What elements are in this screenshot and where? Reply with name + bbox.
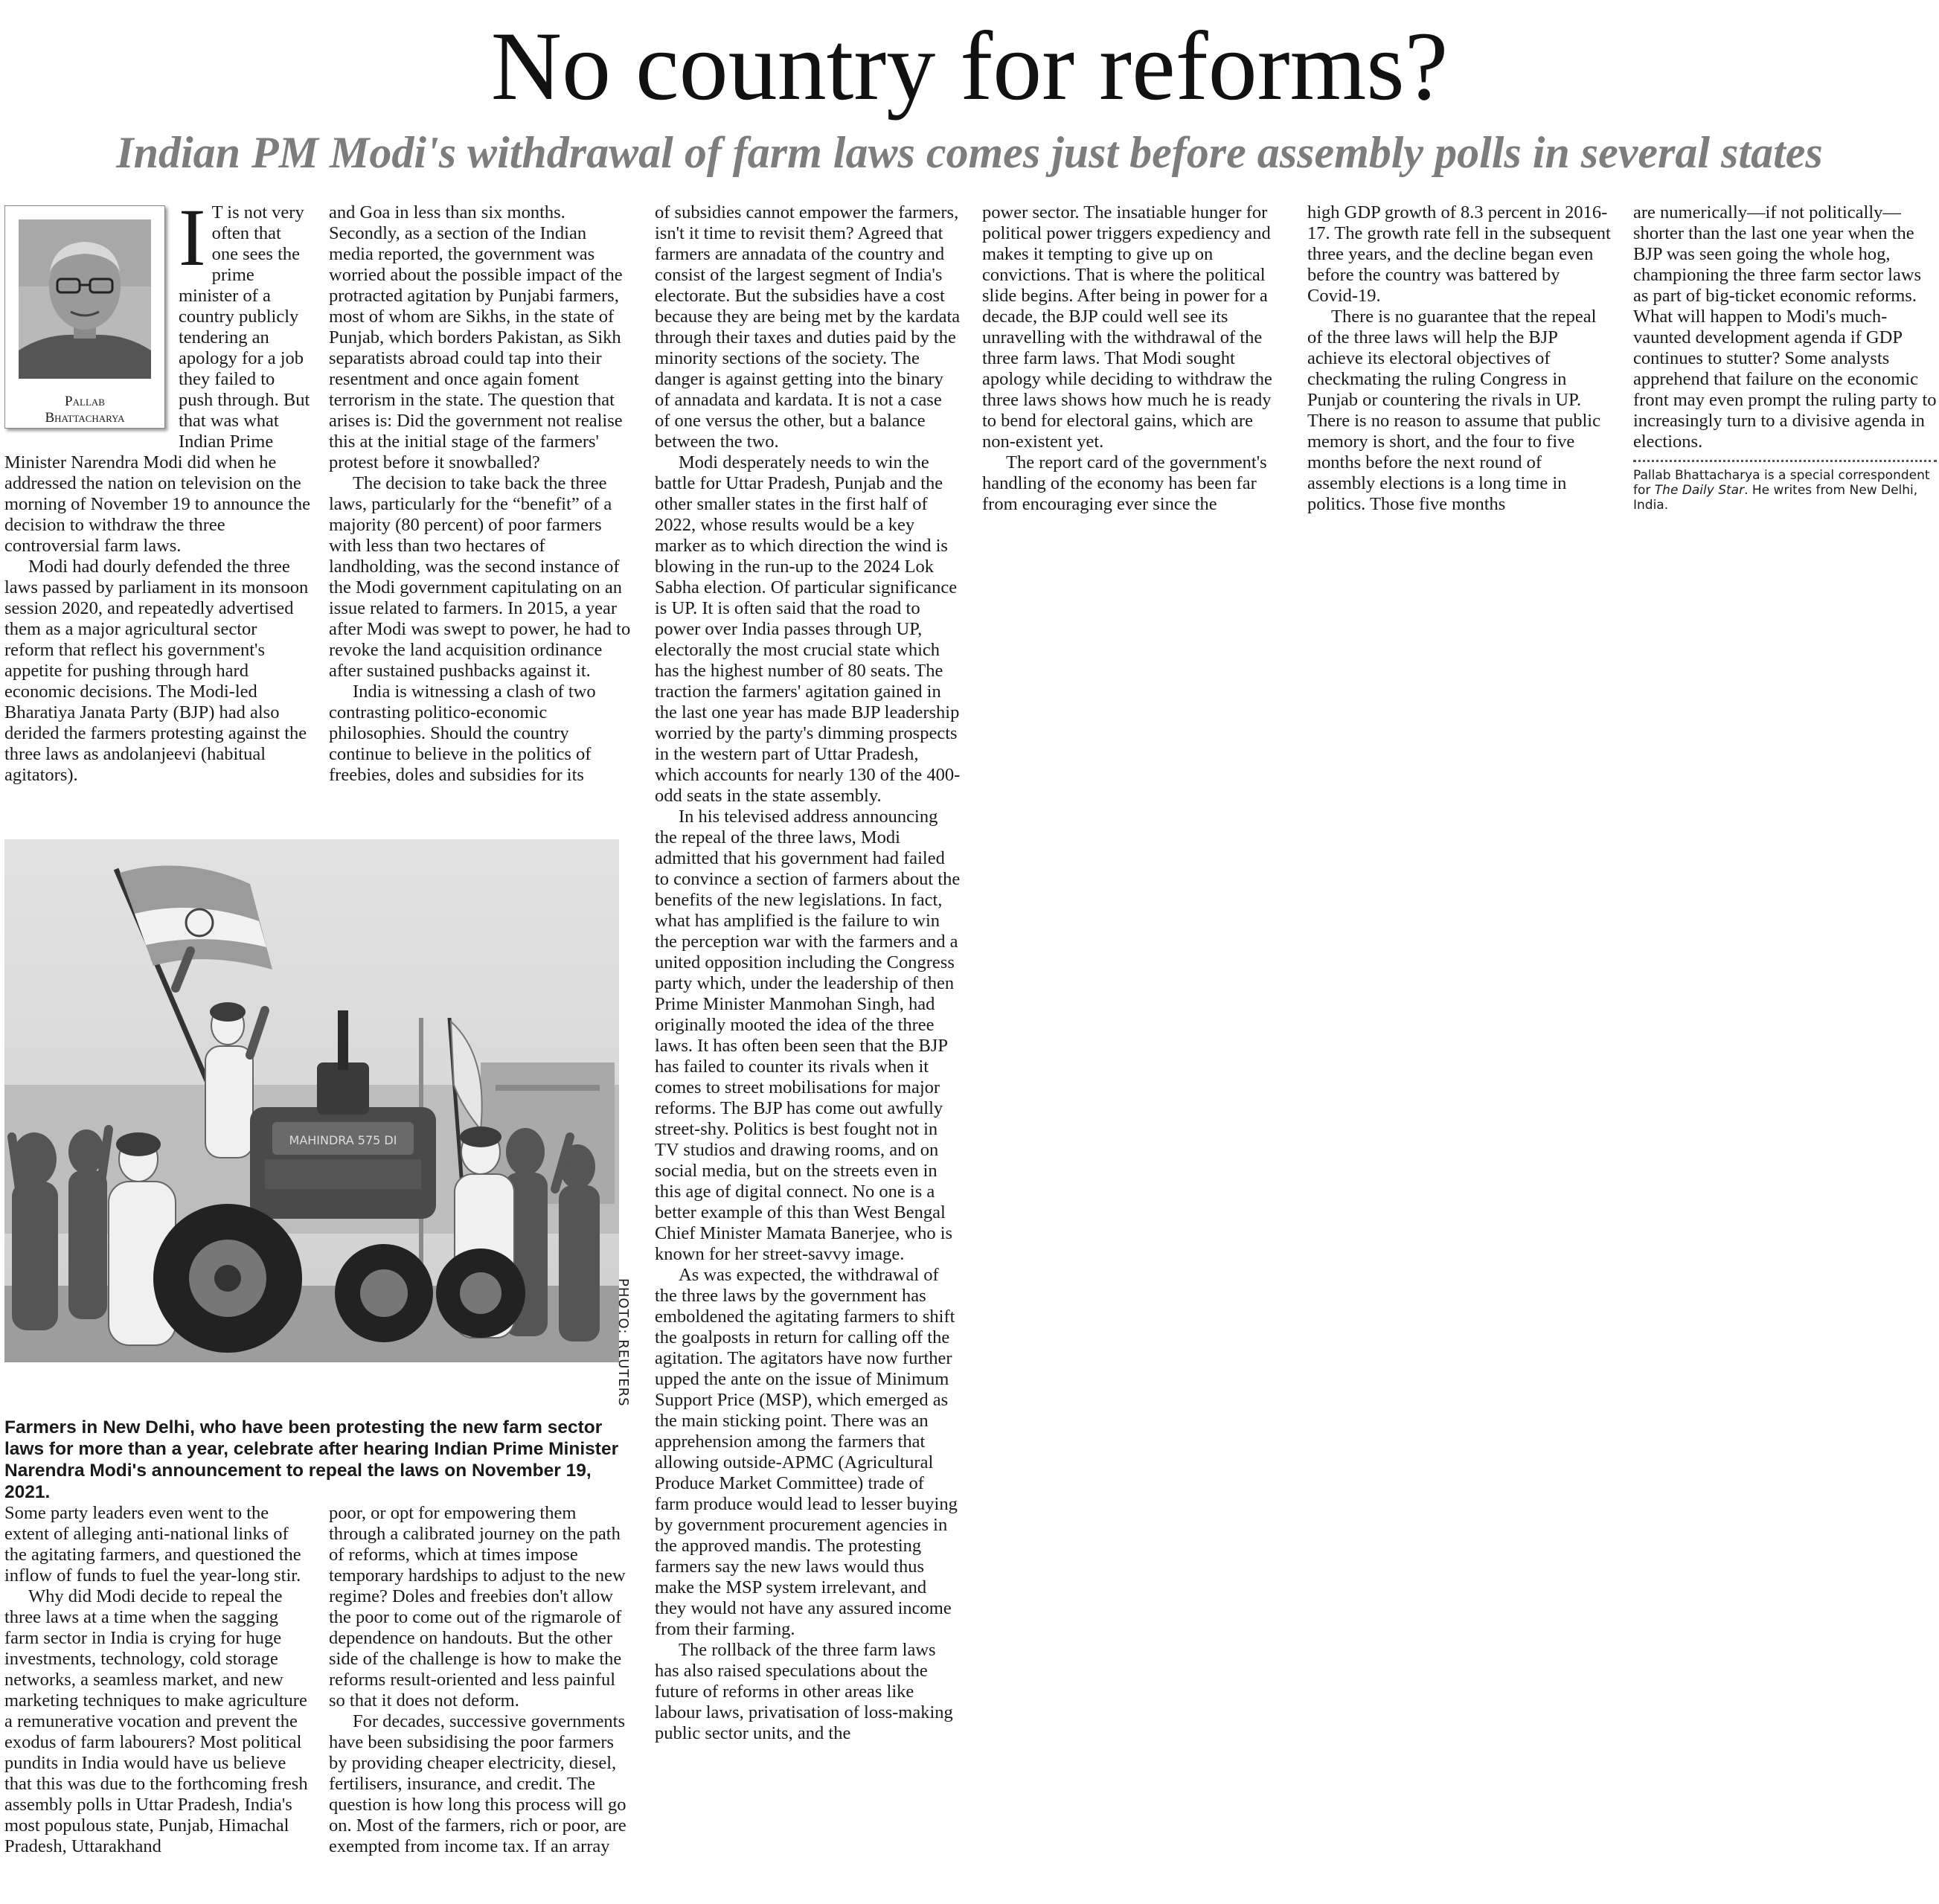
paragraph: Modi had dourly defended the three laws passed by parliament in its monsoon session 2020, and repeatedly advertised them as a major agricultural sector reform that reflect his government's appetite for pushing through hard economic decisions. The Modi-led Bharatiya Janata Party (BJP) had also derided the farmers protesting against the three laws as andolanjeevi (habitual agitators). — [4, 557, 309, 785]
paragraph: In his televised address announcing the repeal of the three laws, Modi admitted that his government had failed to convince a section of farmers about the benefits of the new legislations. In fact, what has amplified is the failure to win the perception war with the farmers and a united opposition including the Congress party which, under the leadership of then Prime Minister Manmohan Singh, had originally mooted the idea of the three laws. It has often been seen that the BJP has failed to counter its rivals when it comes to street mobilisations for major reforms. The BJP has come out awfully street-shy. Politics is best fought not in TV studios and drawing rooms, and on social media, but on the streets even in this age of digital connect. No one is a better example of this than West Bengal Chief Minister Mamata Banerjee, who is known for her street-savvy image. — [655, 807, 961, 1264]
paragraph: poor, or opt for empowering them through a calibrated journey on the path of reforms, which at times impose temporary hardships to adjust to the new regime? Doles and freebies don't allow the poor to come out of the rigmarole of dependence on handouts. But the other side of the challenge is how to make the reforms result-oriented and less painful so that it does not deform. — [329, 1503, 626, 1711]
author-name: Pallab Bhattacharya — [45, 394, 125, 426]
column-4 — [982, 202, 1289, 515]
column-2-bottom — [329, 1503, 635, 1904]
paragraph: high GDP growth of 8.3 percent in 2016-17. The growth rate fell in the subsequent three years, and the decline began even before the country was battered by Covid-19. — [1307, 202, 1611, 306]
column-2 — [329, 202, 635, 824]
drop-cap: I — [179, 192, 206, 283]
paragraph: Some party leaders even went to the extent of alleging anti-national links of the agitating farmers, and questioned the inflow of funds to fuel the year-long stir. — [4, 1503, 301, 1586]
paragraph: Why did Modi decide to repeal the three laws at a time when the sagging farm sector in India is crying for huge investments, technology, cold storage networks, a seamless market, and new marketing techniques to make agriculture a remunerative vocation and prevent the exodus of farm labourers? Most political pundits in India would have us believe that this was due to the forthcoming fresh assembly polls in Uttar Pradesh, India's most populous state, Punjab, Himachal Pradesh, Uttarakhand — [4, 1586, 308, 1856]
column-6 — [1633, 202, 1937, 513]
paragraph: and Goa in less than six months. Secondly, as a section of the Indian media reported, the government was worried about the possible impact of the protracted agitation by Punjabi farmers, most of whom are Sikhs, in the state of Punjab, which borders Pakistan, as Sikh separatists abroad could tap into their resentment and once again foment terrorism in the state. The question that arises is: Did the government not realise this at the initial stage of the farmers' protest before it snowballed? — [329, 202, 623, 472]
news-photo — [4, 839, 619, 1362]
protest-photo-icon — [4, 839, 619, 1362]
divider — [1633, 460, 1937, 462]
paragraph: There is no guarantee that the repeal of the three laws will help the BJP achieve its electoral objectives of checkmating the ruling Congress in Punjab or countering the rivals in UP. There is no reason to assume that public memory is short, and the four to five months before the next round of assembly elections is a long time in politics. Those five months — [1307, 307, 1600, 514]
paragraph: The report card of the government's handling of the economy has been far from encouraging ever since the — [982, 452, 1267, 514]
column-3 — [655, 202, 961, 1904]
photo-caption: Farmers in New Delhi, who have been protesting the new farm sector laws for more than a year, celebrate after hearing Indian Prime Minister Narendra Modi's announcement to repeal the laws on November 19, 2021. — [4, 1417, 619, 1502]
subheadline: Indian PM Modi's withdrawal of farm laws comes just before assembly polls in several states — [116, 128, 1823, 177]
tractor-plate: MAHINDRA 575 DI — [289, 1133, 397, 1147]
paragraph: Modi desperately needs to win the battle for Uttar Pradesh, Punjab and the other smaller states in the first half of 2022, whose results would be a key marker as to which direction the wind is blowing in the run-up to the 2024 Lok Sabha election. Of particular significance is UP. It is often said that the road to power over India passes through UP, electorally the most crucial state which has the highest number of 80 seats. The traction the farmers' agitation gained in the last one year has made BJP leadership worried by the party's dimming prospects in the western part of Uttar Pradesh, which accounts for nearly 130 of the 400-odd seats in the state assembly. — [655, 452, 961, 806]
paragraph: are numerically—if not politically—shorter than the last one year when the BJP was seen going the whole hog, championing the three farm sector laws as part of big-ticket economic reforms. What will happen to Modi's much-vaunted development agenda if GDP continues to stutter? Some analysts apprehend that failure on the economic front may even prompt the ruling party to increasingly turn to a divisive agenda in elections. — [1633, 202, 1937, 452]
paragraph: The rollback of the three farm laws has also raised speculations about the future of reforms in other areas like labour laws, privatisation of loss-making public sector units, and the — [655, 1640, 953, 1743]
headline: No country for reforms? — [490, 11, 1449, 121]
paragraph: India is witnessing a clash of two contrasting politico-economic philosophies. Should the country continue to believe in the politics of freebies, doles and subsidies for its — [329, 682, 596, 785]
column-1 — [4, 192, 311, 824]
paragraph: power sector. The insatiable hunger for political power triggers expediency and makes it tempting to give up on convictions. That is where the political slide begins. After being in power for a decade, the BJP could well see its unravelling with the withdrawal of the three farm laws. That Modi sought apology while deciding to withdraw the three laws shows how much he is ready to bend for electoral gains, which are non-existent yet. — [982, 202, 1272, 452]
author-bio: Pallab Bhattacharya is a special correspondent for The Daily Star. He writes from New Delhi, India. — [1633, 468, 1930, 513]
photo-credit: PHOTO: REUTERS — [615, 1278, 631, 1407]
author-photo-icon — [19, 219, 151, 379]
paragraph: T is not very often that one sees the prime minister of a country publicly tendering an apology for a job they failed to push through. But that was what Indian Prime Minister Narendra Modi did when he addressed the nation on television on the morning of November 19 to announce the decision to withdraw the three controversial farm laws. — [4, 202, 310, 556]
paragraph: As was expected, the withdrawal of the three laws by the government has emboldened the agitating farmers to shift the goalposts in return for calling off the agitation. The agitators have now further upped the ante on the issue of Minimum Support Price (MSP), which emerged as the main sticking point. There was an apprehension among the farmers that allowing outside-APMC (Agricultural Produce Market Committee) trade of farm produce would lead to lesser buying by government procurement agencies in the approved mandis. The protesting farmers say the new laws would thus make the MSP system irrelevant, and they would not have any assured income from their farming. — [655, 1265, 958, 1639]
column-5 — [1307, 202, 1614, 515]
column-1-bottom — [4, 1503, 311, 1904]
paragraph: For decades, successive governments have been subsidising the poor farmers by providing cheaper electricity, diesel, fertilisers, insurance, and credit. The question is how long this process will go on. Most of the farmers, rich or poor, are exempted from income tax. If an array — [329, 1711, 626, 1856]
paragraph: of subsidies cannot empower the farmers, isn't it time to revisit them? Agreed that farmers are annadata of the country and consist of the largest segment of India's electorate. But the subsidies have a cost because they are being met by the kardata through their taxes and duties paid by the minority sections of the society. The danger is against getting into the binary of annadata and kardata. It is not a case of one versus the other, but a balance between the two. — [655, 202, 961, 452]
paragraph: The decision to take back the three laws, particularly for the “benefit” of a majority (80 percent) of poor farmers with less than two hectares of landholding, was the second instance of the Modi government capitulating on an issue related to farmers. In 2015, a year after Modi was swept to power, he had to revoke the land acquisition ordinance after sustained pushbacks against it. — [329, 473, 631, 681]
author-portrait — [4, 205, 165, 429]
